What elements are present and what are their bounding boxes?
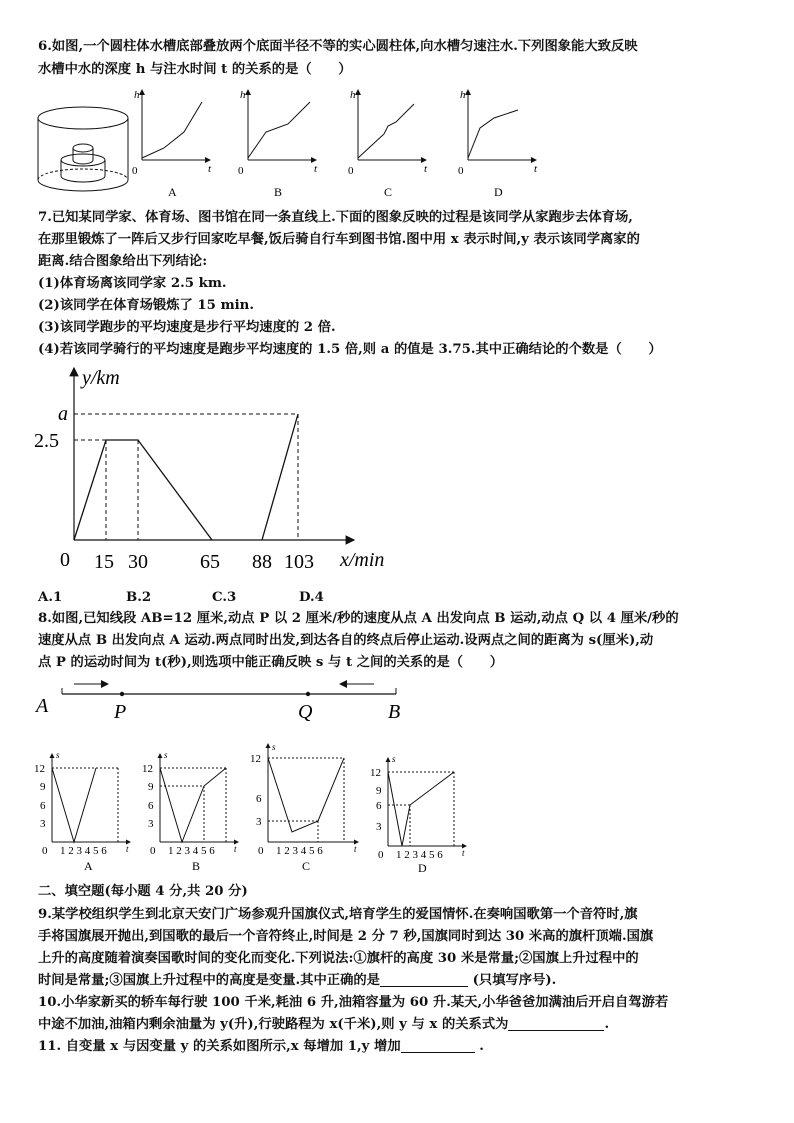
svg-text:0: 0: [238, 165, 244, 177]
q7-conclusion-4: (4)若该同学骑行的平均速度是跑步平均速度的 1.5 倍,则 a 的值是 3.75.其中正确结论的个数是（ ）: [38, 342, 662, 357]
q7-xlabel: x/min: [340, 549, 385, 571]
svg-text:3: 3: [148, 818, 154, 830]
q6-tank-illustration: [34, 98, 132, 198]
q7-origin: 0: [60, 549, 70, 571]
svg-text:9: 9: [376, 785, 382, 797]
svg-text:1 2 3 4 5 6: 1 2 3 4 5 6: [60, 845, 107, 857]
q8-option-b: B: [192, 859, 201, 873]
svg-text:3: 3: [256, 816, 262, 828]
q7-choice-d: D.4: [299, 590, 324, 605]
q8-label-q: Q: [298, 701, 313, 723]
svg-text:12: 12: [142, 763, 153, 775]
svg-text:12: 12: [370, 767, 381, 779]
q7-xtick-103: 103: [284, 551, 314, 573]
q11-text-line1: 11. 自变量 x 与因变量 y 的关系如图所示,x 每增加 1,y 增加 .: [38, 1039, 484, 1054]
q8-label-b: B: [388, 701, 401, 723]
q7-distance-time-graph: [30, 362, 410, 580]
q10-text-line1: 10.小华家新买的轿车每行驶 100 千米,耗油 6 升,油箱容量为 60 升.某天,小华爸爸加满油后开启自驾游若: [38, 995, 669, 1010]
q11-answer-blank[interactable]: [401, 1038, 475, 1053]
q7-xtick-15: 15: [94, 551, 114, 573]
svg-text:t: t: [208, 163, 212, 175]
q7-conclusion-1: (1)体育场离该同学家 2.5 km.: [38, 276, 227, 291]
q9-text-line1: 9.某学校组织学生到北京天安门广场参观升国旗仪式,培育学生的爱国情怀.在奏响国歌第一个音符时,旗: [38, 907, 638, 922]
svg-text:3: 3: [40, 818, 46, 830]
q7-conclusion-2: (2)该同学在体育场锻炼了 15 min.: [38, 298, 254, 313]
q10-answer-blank[interactable]: [508, 1016, 604, 1031]
q7-path-ride: [262, 414, 298, 540]
q8-text-line3: 点 P 的运动时间为 t(秒),则选项中能正确反映 s 与 t 之间的关系的是（ ）: [38, 655, 503, 670]
svg-text:0: 0: [458, 165, 464, 177]
svg-text:t: t: [126, 844, 129, 854]
svg-text:12: 12: [34, 763, 45, 775]
q6-option-a: A: [168, 185, 177, 199]
svg-text:1 2 3 4 5 6: 1 2 3 4 5 6: [168, 845, 215, 857]
q7-xtick-30: 30: [128, 551, 148, 573]
svg-text:t: t: [314, 163, 318, 175]
q6-graph-c: [348, 89, 428, 199]
q8-label-p: P: [114, 701, 127, 723]
q6-graph-d: [458, 89, 538, 199]
svg-text:t: t: [234, 844, 237, 854]
svg-text:s: s: [164, 750, 168, 760]
q8-segment-diagram: [34, 676, 414, 726]
q9-answer-blank[interactable]: [380, 972, 468, 987]
q8-label-a: A: [36, 695, 49, 717]
svg-text:1 2 3 4 5 6: 1 2 3 4 5 6: [276, 845, 323, 857]
svg-text:0: 0: [378, 849, 384, 861]
section2-heading: 二、填空题(每小题 4 分,共 20 分): [38, 884, 248, 899]
q8-option-d: D: [418, 861, 427, 875]
q8-option-a: A: [84, 859, 93, 873]
svg-text:0: 0: [150, 845, 156, 857]
q8-option-graphs: [30, 742, 470, 874]
q6-graphs: [130, 88, 538, 200]
q9-text-line4: 时间是常量;③国旗上升过程中的高度是变量.其中正确的是 (只填写序号).: [38, 973, 557, 988]
svg-text:h: h: [134, 89, 140, 101]
q10-text-line2: 中途不加油,油箱内剩余油量为 y(升),行驶路程为 x(千米),则 y 与 x 的关系式为 .: [38, 1017, 610, 1032]
svg-text:s: s: [272, 742, 276, 752]
q6-text-line2: 水槽中水的深度 h 与注水时间 t 的关系的是（ ）: [38, 62, 352, 77]
svg-text:6: 6: [40, 800, 46, 812]
svg-text:0: 0: [42, 845, 48, 857]
q7-xtick-65: 65: [200, 551, 220, 573]
svg-text:h: h: [460, 89, 466, 101]
svg-text:0: 0: [348, 165, 354, 177]
q7-choice-b: B.2: [126, 590, 152, 605]
svg-text:3: 3: [376, 821, 382, 833]
svg-text:0: 0: [132, 165, 138, 177]
q8-option-c: C: [302, 859, 311, 873]
svg-text:t: t: [354, 844, 357, 854]
svg-text:6: 6: [148, 800, 154, 812]
q8-text-line1: 8.如图,已知线段 AB=12 厘米,动点 P 以 2 厘米/秒的速度从点 A 出发向点 B 运动,动点 Q 以 4 厘米/秒的: [38, 611, 679, 626]
svg-text:h: h: [240, 89, 246, 101]
q9-text-line2: 手将国旗展开抛出,到国歌的最后一个音符终止,时间是 2 分 7 秒,国旗同时到达 30 米高的旗杆顶端.国旗: [38, 929, 654, 944]
q6-graph-b: [238, 89, 318, 199]
svg-text:t: t: [534, 163, 538, 175]
q8-graph-a: [34, 750, 130, 873]
q7-choice-a: A.1: [38, 590, 63, 605]
q7-ytick-a: a: [58, 403, 68, 425]
svg-text:0: 0: [258, 845, 264, 857]
q7-text-line1: 7.已知某同学家、体育场、图书馆在同一条直线上.下面的图象反映的过程是该同学从家跑步去体育场,: [38, 210, 633, 225]
q6-option-d: D: [494, 185, 503, 199]
q8-graph-c: [250, 742, 358, 873]
q7-conclusion-3: (3)该同学跑步的平均速度是步行平均速度的 2 倍.: [38, 320, 336, 335]
q8-graph-d: [370, 754, 466, 875]
q9-text-line3: 上升的高度随着演奏国歌时间的变化而变化.下列说法:①旗杆的高度 30 米是常量;②国旗上升过程中的: [38, 951, 639, 966]
q7-xtick-88: 88: [252, 551, 272, 573]
svg-text:6: 6: [256, 793, 262, 805]
q6-graph-a: [132, 89, 212, 199]
q8-text-line2: 速度从点 B 出发向点 A 运动.两点同时出发,到达各自的终点后停止运动.设两点之间的距离为 s(厘米),动: [38, 633, 654, 648]
q6-option-c: C: [384, 185, 393, 199]
svg-text:1 2 3 4 5 6: 1 2 3 4 5 6: [396, 849, 443, 861]
q7-text-line2: 在那里锻炼了一阵后又步行回家吃早餐,饭后骑自行车到图书馆.图中用 x 表示时间,y 表示该同学离家的: [38, 232, 640, 247]
q7-choice-c: C.3: [212, 590, 237, 605]
svg-text:t: t: [424, 163, 428, 175]
svg-text:9: 9: [148, 781, 154, 793]
q7-text-line3: 距离.结合图象给出下列结论:: [38, 254, 208, 269]
svg-text:12: 12: [250, 753, 261, 765]
q6-text-line1: 6.如图,一个圆柱体水槽底部叠放两个底面半径不等的实心圆柱体,向水槽匀速注水.下列图象能大致反映: [38, 39, 638, 54]
svg-text:t: t: [462, 848, 465, 858]
svg-text:9: 9: [40, 781, 46, 793]
svg-text:6: 6: [376, 800, 382, 812]
svg-text:s: s: [56, 750, 60, 760]
svg-text:h: h: [350, 89, 356, 101]
svg-text:s: s: [392, 754, 396, 764]
q8-graph-b: [142, 750, 238, 873]
q7-ytick-2-5: 2.5: [34, 430, 59, 452]
q7-path-run-walk: [74, 440, 212, 540]
q7-ylabel: y/km: [82, 367, 120, 389]
q6-option-b: B: [274, 185, 283, 199]
